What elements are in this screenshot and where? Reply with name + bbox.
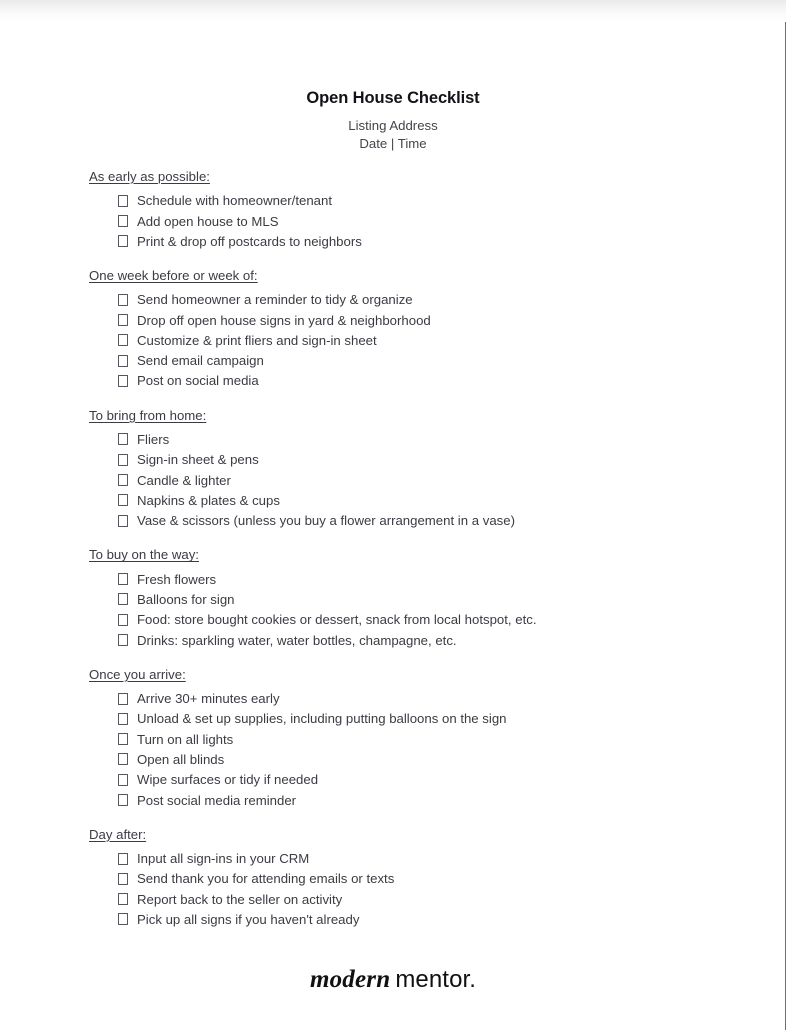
checklist-item-label: Post social media reminder [137,792,297,808]
checklist-item[interactable] [118,590,729,610]
checklist-item-label: Napkins & plates & cups [137,492,280,508]
section-heading-text: Once you arrive: [89,666,186,682]
checklist-item-label: Wipe surfaces or tidy if needed [137,772,319,788]
checklist-item-label: Print & drop off postcards to neighbors [137,233,362,249]
checklist-item[interactable] [118,290,729,310]
checklist-item[interactable] [118,689,729,709]
checklist-item[interactable] [118,610,729,630]
checklist-item[interactable] [118,770,729,790]
checklist-items [89,689,729,811]
checklist-item-label: Report back to the seller on activity [137,891,343,907]
checklist-item-label: Pick up all signs if you haven't already [137,911,360,927]
checklist-item[interactable] [118,450,729,470]
checklist-item-label: Fresh flowers [137,571,217,587]
checklist-item-label: Arrive 30+ minutes early [137,691,280,707]
section-heading-text: Day after: [89,826,147,842]
checkbox-icon[interactable] [118,195,128,207]
checklist-items [89,430,729,531]
checklist-item[interactable] [118,212,729,232]
checklist-section [89,170,729,252]
checklist-item[interactable] [118,791,729,811]
checklist-item-label: Send homeowner a reminder to tidy & organize [137,292,413,308]
section-heading [89,828,729,841]
checkbox-icon[interactable] [118,515,128,527]
section-heading [89,409,729,422]
checkbox-icon[interactable] [118,235,128,247]
checkbox-icon[interactable] [118,913,128,925]
checkbox-icon[interactable] [118,713,128,725]
section-heading-text: To bring from home: [89,407,207,423]
checklist-items [89,849,729,930]
checkbox-icon[interactable] [118,593,128,605]
checklist-item-label: Drinks: sparkling water, water bottles, champagne, etc. [137,632,457,648]
checkbox-icon[interactable] [118,693,128,705]
checklist-item[interactable] [118,471,729,491]
checklist-item-label: Input all sign-ins in your CRM [137,851,310,867]
document-header [0,88,786,154]
checklist-item[interactable] [118,351,729,371]
checklist-item-label: Fliers [137,431,170,447]
checklist-section [89,548,729,650]
section-heading [89,668,729,681]
section-heading [89,269,729,282]
checkbox-icon[interactable] [118,573,128,585]
brand-logo [0,966,786,994]
checklist-item-label: Post on social media [137,373,259,389]
section-heading-text: One week before or week of: [89,268,258,284]
checkbox-icon[interactable] [118,375,128,387]
checkbox-icon[interactable] [118,794,128,806]
checklist-item-label: Vase & scissors (unless you buy a flower arrangement in a vase) [137,513,515,529]
checkbox-icon[interactable] [118,355,128,367]
checkbox-icon[interactable] [118,733,128,745]
checklist-item-label: Sign-in sheet & pens [137,452,259,468]
checkbox-icon[interactable] [118,753,128,765]
checklist-item-label: Open all blinds [137,751,225,767]
checkbox-icon[interactable] [118,614,128,626]
checklist-item[interactable] [118,890,729,910]
brand-logo-word-mentor: mentor. [395,966,477,993]
checklist-item-label: Send thank you for attending emails or texts [137,871,395,887]
listing-address-line: Listing Address [348,117,438,133]
checklist-item-label: Turn on all lights [137,731,234,747]
checklist-item-label: Add open house to MLS [137,213,279,229]
checklist-item[interactable] [118,849,729,869]
section-heading [89,170,729,183]
section-heading-text: To buy on the way: [89,547,199,563]
checklist-item[interactable] [118,430,729,450]
checkbox-icon[interactable] [118,494,128,506]
checklist-item[interactable] [118,730,729,750]
checklist-item[interactable] [118,631,729,651]
checklist-item-label: Send email campaign [137,353,264,369]
checklist-item[interactable] [118,232,729,252]
checklist-item[interactable] [118,869,729,889]
checklist-section [89,828,729,930]
checklist-item-label: Drop off open house signs in yard & neighborhood [137,312,431,328]
checklist-item-label: Schedule with homeowner/tenant [137,193,333,209]
checkbox-icon[interactable] [118,334,128,346]
checklist-item[interactable] [118,570,729,590]
checklist-item-label: Food: store bought cookies or dessert, snack from local hotspot, etc. [137,612,537,628]
checklist-item-label: Balloons for sign [137,591,235,607]
checkbox-icon[interactable] [118,873,128,885]
checklist-item[interactable] [118,371,729,391]
checklist-item[interactable] [118,910,729,930]
section-heading-text: As early as possible: [89,169,210,184]
checklist-item[interactable] [118,191,729,211]
checkbox-icon[interactable] [118,433,128,445]
checkbox-icon[interactable] [118,294,128,306]
checklist-item[interactable] [118,709,729,729]
checkbox-icon[interactable] [118,634,128,646]
checklist-section [89,668,729,811]
checklist-items [89,570,729,651]
checkbox-icon[interactable] [118,893,128,905]
checklist-items [89,191,729,252]
checklist-item[interactable] [118,511,729,531]
checkbox-icon[interactable] [118,314,128,326]
checklist-item[interactable] [118,331,729,351]
checkbox-icon[interactable] [118,215,128,227]
checklist-item[interactable] [118,491,729,511]
date-time-line: Date | Time [359,136,427,152]
page-title: Open House Checklist [306,89,480,107]
checklist [89,170,729,930]
section-heading [89,548,729,561]
checklist-item-label: Candle & lighter [137,472,231,488]
checklist-item[interactable] [118,311,729,331]
checkbox-icon[interactable] [118,853,128,865]
checklist-item-label: Unload & set up supplies, including putting balloons on the sign [137,711,507,727]
checkbox-icon[interactable] [118,774,128,786]
checklist-item-label: Customize & print fliers and sign-in sheet [137,332,377,348]
checklist-section [89,269,729,392]
checklist-item[interactable] [118,750,729,770]
checkbox-icon[interactable] [118,454,128,466]
checkbox-icon[interactable] [118,474,128,486]
checklist-section [89,409,729,532]
checklist-items [89,290,729,391]
brand-logo-word-modern: modern [309,966,391,993]
